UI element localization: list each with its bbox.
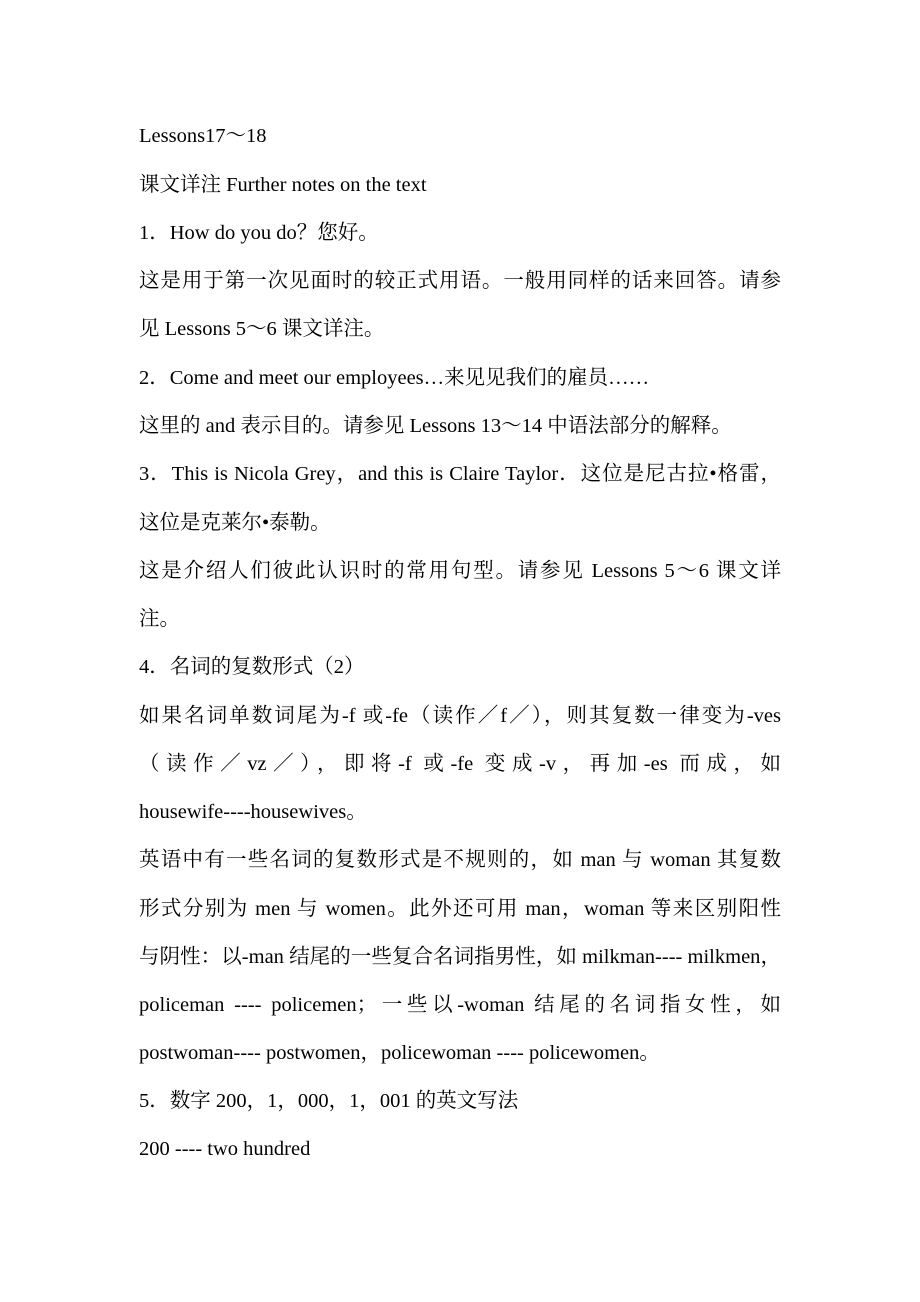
- note-4-para2-line-3: 与阴性：以-man 结尾的一些复合名词指男性，如 milkman---- milkmen，: [139, 946, 781, 968]
- note-5-heading: 5．数字 200，1，000，1，001 的英文写法: [139, 1090, 519, 1112]
- note-2-body: 这里的 and 表示目的。请参见 Lessons 13～14 中语法部分的解释。: [139, 415, 732, 437]
- note-3-heading-line-1: 3．This is Nicola Grey，and this is Claire Taylor．这位是尼古拉•格雷，: [139, 463, 781, 485]
- section-heading: 课文详注 Further notes on the text: [139, 174, 427, 196]
- note-4-para2-line-5: postwoman---- postwomen，policewoman ---- policewomen。: [139, 1042, 660, 1064]
- note-4-para2-line-1: 英语中有一些名词的复数形式是不规则的，如 man 与 woman 其复数: [139, 849, 781, 871]
- note-3-heading-line-2: 这位是克莱尔•泰勒。: [139, 512, 331, 534]
- note-2-heading: 2．Come and meet our employees…来见见我们的雇员……: [139, 367, 650, 389]
- note-4-heading: 4．名词的复数形式（2）: [139, 656, 365, 678]
- note-1-body-line-1: 这是用于第一次见面时的较正式用语。一般用同样的话来回答。请参: [139, 270, 781, 292]
- note-1-heading: 1．How do you do？您好。: [139, 222, 379, 244]
- note-4-body-line-2: （读作／vz／），即将-f 或-fe 变成-v，再加-es 而成，如: [139, 753, 781, 775]
- note-3-body-line-1: 这是介绍人们彼此认识时的常用句型。请参见 Lessons 5～6 课文详: [139, 560, 781, 582]
- note-4-body-line-1: 如果名词单数词尾为-f 或-fe（读作／f／），则其复数一律变为-ves: [139, 705, 781, 727]
- note-1-body-line-2: 见 Lessons 5～6 课文详注。: [139, 318, 385, 340]
- note-4-para2-line-2: 形式分别为 men 与 women。此外还可用 man，woman 等来区别阳性: [139, 898, 781, 920]
- note-5-body-line-1: 200 ---- two hundred: [139, 1138, 311, 1160]
- note-4-para2-line-4: policeman ---- policemen；一些以-woman 结尾的名词指女性，如: [139, 994, 781, 1016]
- note-3-body-line-2: 注。: [139, 608, 180, 630]
- note-4-body-line-3: housewife----housewives。: [139, 801, 367, 823]
- document-title: Lessons17～18: [139, 125, 267, 147]
